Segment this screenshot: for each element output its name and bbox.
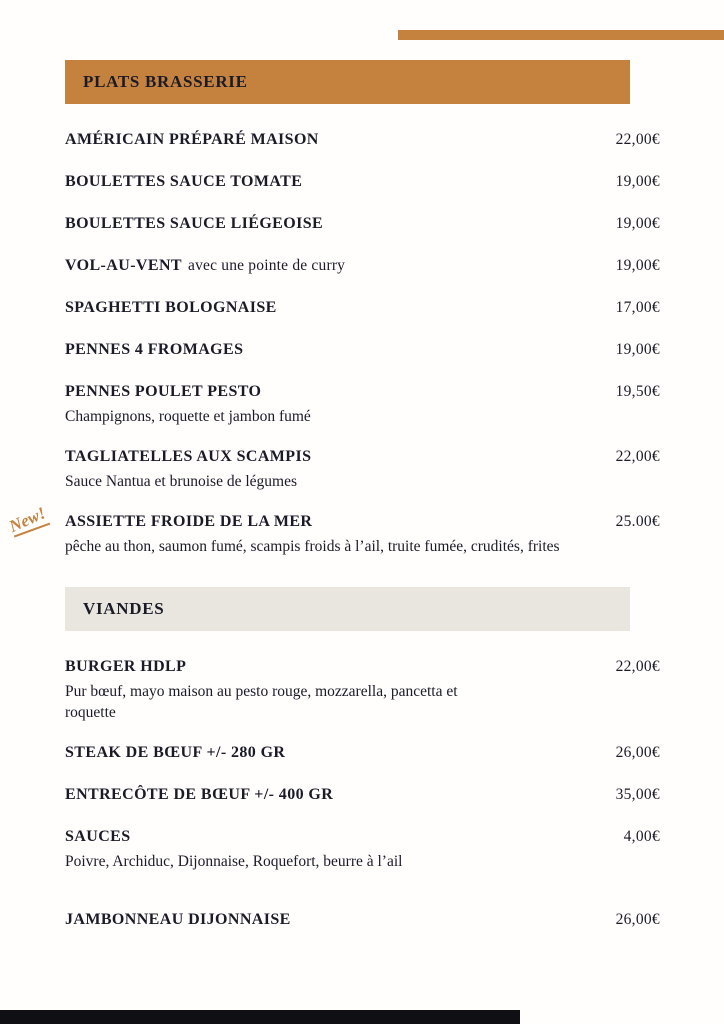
item-price: 35,00€ xyxy=(615,786,660,803)
menu-item xyxy=(65,296,660,320)
item-description: Poivre, Archiduc, Dijonnaise, Roquefort, beurre à l’ail xyxy=(65,853,403,870)
menu-item xyxy=(65,783,660,807)
item-name: BOULETTES SAUCE TOMATE xyxy=(65,173,303,190)
item-name: JAMBONNEAU DIJONNAISE xyxy=(65,911,291,928)
item-name: STEAK DE BŒUF +/- 280 GR xyxy=(65,744,286,761)
item-price: 22,00€ xyxy=(615,448,660,465)
menu-content xyxy=(6,60,660,950)
item-price: 19,00€ xyxy=(615,341,660,358)
menu-item xyxy=(65,254,660,278)
item-name: BURGER HDLP xyxy=(65,658,187,675)
item-price: 19,00€ xyxy=(615,257,660,274)
menu-item xyxy=(65,825,660,872)
item-price: 26,00€ xyxy=(615,911,660,928)
menu-item xyxy=(65,128,660,152)
item-suffix: avec une pointe de curry xyxy=(187,257,346,274)
item-name: PENNES POULET PESTO xyxy=(65,383,262,400)
bottom-decoration-bar xyxy=(0,1010,520,1024)
item-name: PENNES 4 FROMAGES xyxy=(65,341,244,358)
item-price: 19,00€ xyxy=(615,215,660,232)
item-price: 19,00€ xyxy=(615,173,660,190)
item-price: 17,00€ xyxy=(615,299,660,316)
new-badge: New! xyxy=(6,503,49,538)
item-name: SAUCES xyxy=(65,828,131,845)
menu-item xyxy=(6,503,660,557)
item-price: 25.00€ xyxy=(615,513,660,530)
menu-item xyxy=(65,170,660,194)
menu-item xyxy=(65,380,660,427)
section-plats-brasserie xyxy=(6,60,660,557)
menu-item xyxy=(65,908,660,932)
section-title: VIANDES xyxy=(83,599,165,618)
item-price: 26,00€ xyxy=(615,744,660,761)
item-description: Pur bœuf, mayo maison au pesto rouge, mozzarella, pancetta et roquette xyxy=(65,683,458,721)
item-description: Sauce Nantua et brunoise de légumes xyxy=(65,473,297,490)
section-title: PLATS BRASSERIE xyxy=(83,72,248,91)
item-price: 22,00€ xyxy=(615,131,660,148)
item-name: VOL-AU-VENT xyxy=(65,257,182,274)
menu-item xyxy=(65,655,660,723)
item-price: 22,00€ xyxy=(615,658,660,675)
item-description: Champignons, roquette et jambon fumé xyxy=(65,408,311,425)
menu-item xyxy=(65,445,660,492)
section-header-viandes xyxy=(65,587,630,631)
menu-item xyxy=(65,741,660,765)
menu-item xyxy=(65,338,660,362)
menu-item xyxy=(65,212,660,236)
item-name: SPAGHETTI BOLOGNAISE xyxy=(65,299,277,316)
section-header-plats-brasserie xyxy=(65,60,630,104)
item-name: BOULETTES SAUCE LIÉGEOISE xyxy=(65,215,324,232)
item-name: ASSIETTE FROIDE DE LA MER xyxy=(65,513,313,530)
item-price: 19,50€ xyxy=(615,383,660,400)
item-name: TAGLIATELLES AUX SCAMPIS xyxy=(65,448,312,465)
item-price: 4,00€ xyxy=(623,828,660,845)
item-name: AMÉRICAIN PRÉPARÉ MAISON xyxy=(65,131,319,148)
item-description: pêche au thon, saumon fumé, scampis froids à l’ail, truite fumée, crudités, frites xyxy=(65,538,560,555)
top-decoration-bar xyxy=(398,30,724,40)
item-name: ENTRECÔTE DE BŒUF +/- 400 GR xyxy=(65,786,334,803)
section-viandes xyxy=(65,587,660,932)
